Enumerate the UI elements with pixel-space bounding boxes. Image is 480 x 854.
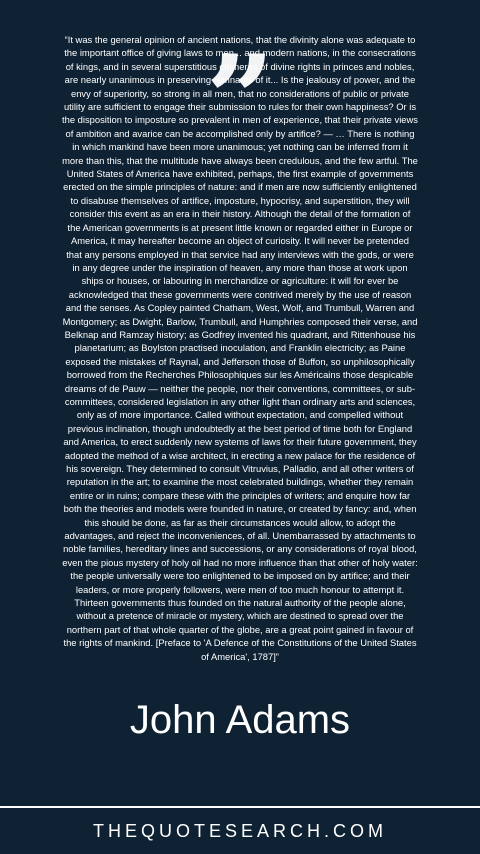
quote-text: “It was the general opinion of ancient nations, that the divinity alone was adequate to the important office of giving laws to men... and modern nations, in the consecrations of kings, and in several superstitious chimeras of divine rights in princes and nobles, are nearly unanimous in preserving remnants of it... Is the jealousy of power, and the envy of superiority, so strong in all men, that no considerations of public or private utility are sufficient to engage their submission to rules for their own happiness? Or is the disposition to imposture so prevalent in men of experience, that their private views of ambition and avarice can be accomplished only by artifice? — … There is nothing in which mankind have been more unanimous; yet nothing can be inferred from it more than this, that the multitude have always been credulous, and the few artful. The United States of America have exhibited, perhaps, the first example of governments erected on the simple principles of nature: and if men are now sufficiently enlightened to disabuse themselves of artifice, imposture, hypocrisy, and superstition, they will consider this event as an era in their history. Although the detail of the formation of the American governments is at present little known or regarded either in Europe or America, it may hereafter become an object of curiosity. It will never be pretended that any persons employed in that service had any interviews with the gods, or were in any degree under the inspiration of heaven, any more than those at work upon ships or houses, or labouring in merchandize or agriculture: it will for ever be acknowledged that these governments were contrived merely by the use of reason and the senses. As Copley painted Chatham, West, Wolf, and Trumbull, Warren and Montgomery; as Dwight, Barlow, Trumbull, and Humphries composed their verse, and Belknap and Ramzay history; as Godfrey invented his quadrant, and Rittenhouse his planetarium; as Boylston practised inoculation, and Franklin electricity; as Paine exposed the mistakes of Raynal, and Jefferson those of Buffon, so unphilosophically borrowed from the Recherches Philosophiques sur les Américains those despicable dreams of de Pauw — neither the people, nor their conventions, committees, or sub-committees, considered legislation in any other light than ordinary arts and sciences, only as of more importance. Called without expectation, and compelled without previous inclination, though undoubtedly at the best period of time both for England and America, to erect suddenly new systems of laws for their future government, they adopted the method of a wise architect, in erecting a new palace for the residence of his sovereign. They determined to consult Vitruvius, Palladio, and all other writers of reputation in the art; to examine the most celebrated buildings, whether they remain entire or in ruins; compare these with the principles of writers; and enquire how far both the theories and models were founded in nature, or created by fancy: and, when this should be done, as far as their circumstances would allow, to adopt the advantages, and reject the inconveniences, of all. Unembarrassed by attachments to noble families, hereditary lines and successions, or any considerations of royal blood, even the pious mystery of holy oil had no more influence than that other of holy water: the people universally were too enlightened to be imposed on by artifice; and their leaders, or more properly followers, were men of too much honour to attempt it. Thirteen governments thus founded on the natural authority of the people alone, without a pretence of miracle or mystery, which are destined to spread over the northern part of that whole quarter of the globe, are a great point gained in favour of the rights of mankind. [Preface to 'A Defence of the Constitutions of the United States of America', 1787]” [62,34,418,662]
divider [0,806,480,808]
quote-mark-icon: ” [205,29,275,170]
author-name: John Adams [129,698,351,742]
site-name[interactable]: THEQUOTESEARCH.COM [92,821,387,841]
